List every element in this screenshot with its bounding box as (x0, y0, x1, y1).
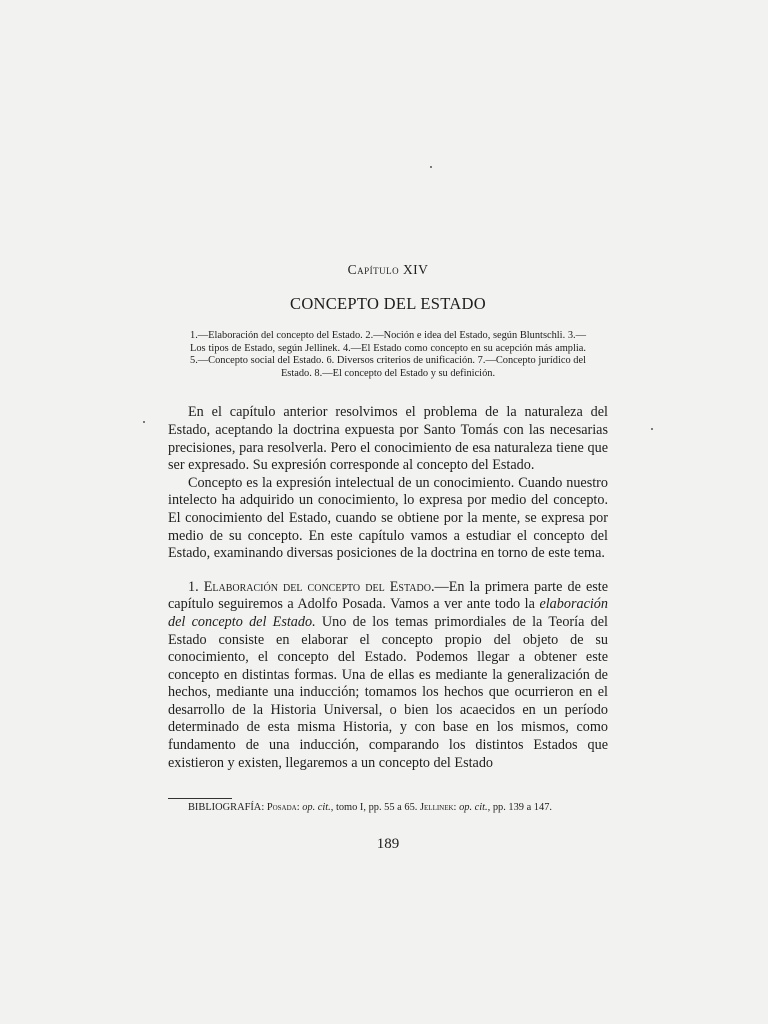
scan-speck (430, 166, 432, 168)
footnote-bibliography (168, 801, 608, 814)
scan-speck (143, 421, 145, 423)
chapter-summary: 1.—Elaboración del concepto del Estado. 2.—Noción e idea del Estado, según Bluntschli. 3.—Los tipos de Estado, según Jellinek. 4.—El Estado como concepto en su acepción más amplia. 5.—Concepto social del Estado. 6. Diversos criterios de unificación. 7.—Concepto jurídico del Estado. 8.—El concepto del Estado y su definición. (190, 330, 586, 379)
section-number: 1. (188, 578, 199, 595)
footnote-divider (168, 798, 232, 799)
chapter-title: CONCEPTO DEL ESTADO (290, 294, 486, 313)
paragraph-concept: Concepto es la expresión intelectual de un conocimiento. Cuando nuestro intelecto ha adquirido un conocimiento, lo expresa por medio del concepto. El conocimiento del Estado, cuando se obtiene por la mente, se expresa por medio de su concepto. En este capítulo vamos a estudiar el concepto del Estado, examinando diversas posiciones de la doctrina en torno de este tema. (168, 474, 608, 562)
book-page (168, 262, 608, 853)
footnote-author-jellinek: Jellinek: (419, 802, 457, 814)
section-emphasis: elaboración del concepto del Estado. (168, 596, 608, 630)
section-text-a: —En la primera parte de este capítulo seguiremos a Adolfo Posada. Vamos a ver ante todo la (168, 578, 609, 613)
scan-speck (651, 428, 653, 430)
footnote-posada-opcit: op. cit., (302, 802, 334, 814)
footnote-jellinek-opcit: op. cit., (459, 802, 491, 814)
section-heading: Elaboración del concepto del Estado. (203, 578, 435, 595)
page-number: 189 (376, 836, 400, 853)
section-1-paragraph (168, 579, 608, 773)
footnote-author-posada: Posada: (266, 802, 300, 814)
footnote-posada-ref: tomo I, pp. 55 a 65. (333, 802, 418, 814)
footnote-label: BIBLIOGRAFÍA: (188, 802, 265, 814)
section-text-b: Uno de los temas primordiales de la Teoría del Estado consiste en elaborar el concepto propio del objeto de su conocimiento, el concepto del Estado. Podemos llegar a obtener este concepto en distintas formas. Una de ellas es mediante la generalización de hechos, mediante una inducción; tomamos los hechos que ocurrieron en el desarrollo de la Historia Universal, o bien los acaecidos en un período determinado de esta misma Historia, y con base en los mismos, como fundamento de una inducción, comparando los distintos Estados que existieron y existen, llegaremos a un concepto del Estado (168, 613, 608, 771)
chapter-label: Capítulo XIV (347, 262, 429, 277)
paragraph-intro: En el capítulo anterior resolvimos el problema de la naturaleza del Estado, aceptando la doctrina expuesta por Santo Tomás con las necesarias precisiones, para resolverla. Pero el conocimiento de esa naturaleza tiene que ser expresado. Su expresión corresponde al concepto del Estado. (168, 404, 608, 474)
footnote-jellinek-ref: pp. 139 a 147. (490, 802, 552, 814)
